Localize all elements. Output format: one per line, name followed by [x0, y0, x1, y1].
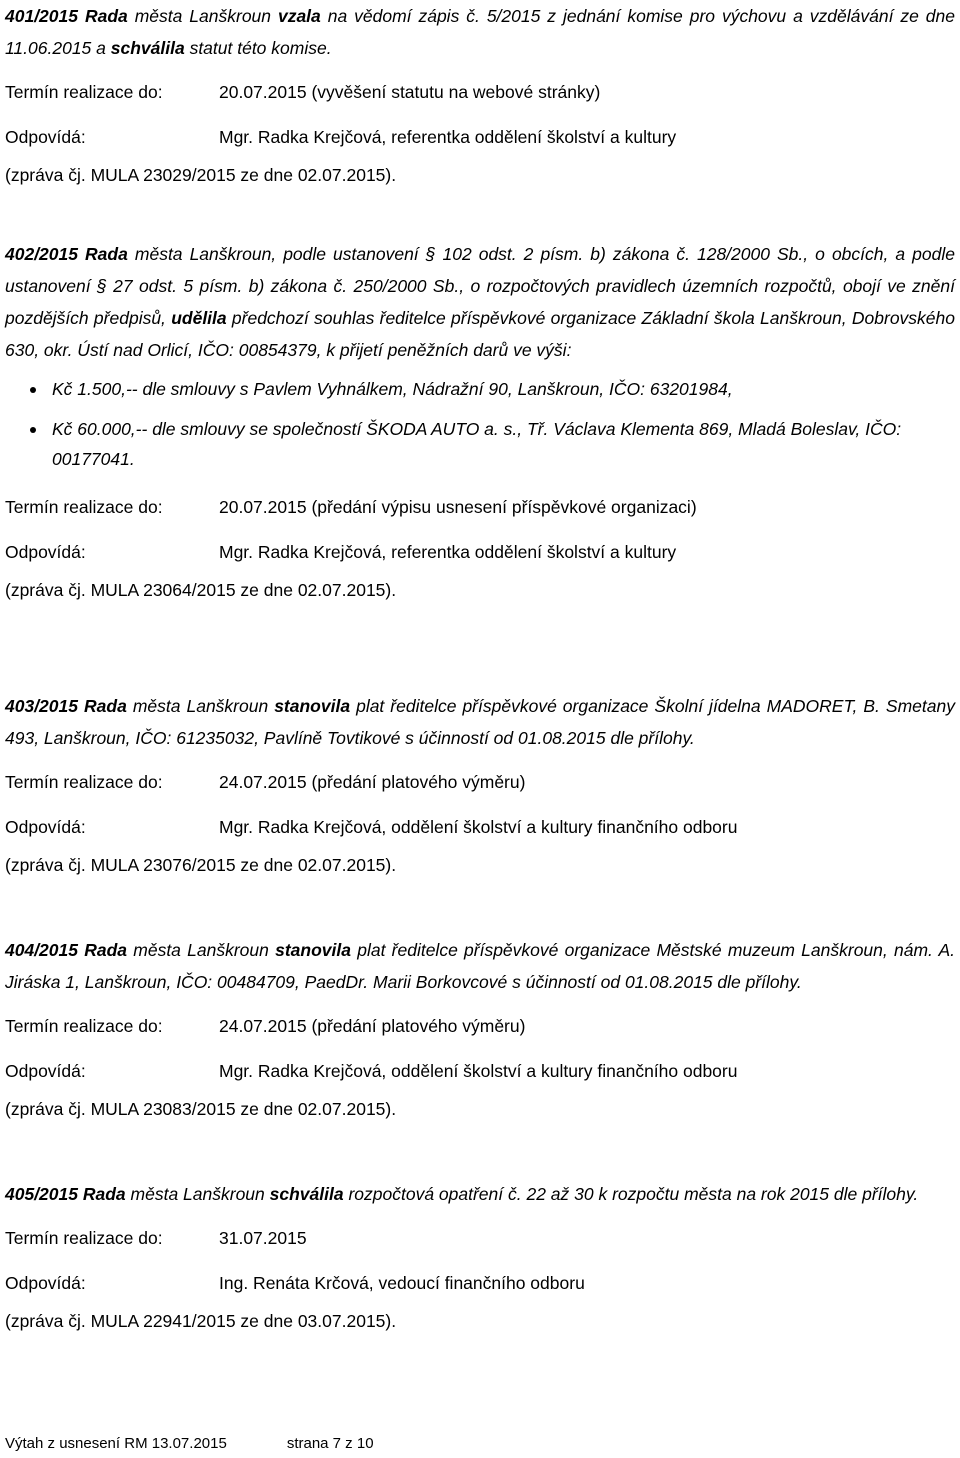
resolution-verb: stanovila [275, 940, 351, 960]
resolution-number: 401/2015 [5, 6, 78, 26]
odpovida-row [5, 1048, 955, 1093]
odpovida-label: Odpovídá: [5, 816, 86, 837]
odpovida-row [5, 1260, 955, 1305]
odpovida-value: Ing. Renáta Krčová, vedoucí finančního odboru [219, 1272, 585, 1293]
report-reference: (zpráva čj. MULA 23064/2015 ze dne 02.07.2015). [5, 580, 397, 600]
odpovida-row [5, 529, 955, 574]
odpovida-row [5, 114, 955, 159]
odpovida-row [5, 804, 955, 849]
odpovida-value: Mgr. Radka Krejčová, referentka oddělení školství a kultury [219, 126, 677, 147]
rada-label: Rada [84, 696, 127, 716]
resolution-verb: schválila [269, 1184, 344, 1204]
termin-value: 20.07.2015 (vyvěšení statutu na webové stránky) [219, 81, 601, 102]
odpovida-label: Odpovídá: [5, 541, 86, 562]
termin-row [5, 484, 955, 529]
odpovida-label: Odpovídá: [5, 126, 86, 147]
termin-row [5, 1215, 955, 1260]
resolution-number: 403/2015 [5, 696, 78, 716]
list-item: Kč 1.500,-- dle smlouvy s Pavlem Vyhnálkem, Nádražní 90, Lanškroun, IČO: 63201984, [5, 374, 955, 404]
termin-row [5, 69, 955, 114]
termin-label: Termín realizace do: [5, 81, 163, 102]
termin-label: Termín realizace do: [5, 1227, 163, 1248]
resolution-verb: schválila [110, 38, 185, 58]
page-number: strana 7 z 10 [286, 1435, 374, 1452]
termin-label: Termín realizace do: [5, 1015, 163, 1036]
resolution-405-text: 405/2015 Rada města Lanškroun schválila rozpočtová opatření č. 22 až 30 k rozpočtu města na rok 2015 dle přílohy. [5, 1184, 919, 1204]
report-reference: (zpráva čj. MULA 23083/2015 ze dne 02.07.2015). [5, 1099, 397, 1119]
termin-value: 24.07.2015 (předání platového výměru) [219, 771, 526, 792]
rada-label: Rada [84, 6, 128, 26]
termin-value: 24.07.2015 (předání platového výměru) [219, 1015, 526, 1036]
rada-label: Rada [85, 244, 128, 264]
termin-label: Termín realizace do: [5, 771, 163, 792]
resolution-402 [5, 238, 955, 606]
report-reference: (zpráva čj. MULA 22941/2015 ze dne 03.07.2015). [5, 1311, 397, 1331]
list-item: Kč 60.000,-- dle smlouvy se společností ŠKODA AUTO a. s., Tř. Václava Klementa 869, Mladá Boleslav, IČO: 00177041. [5, 414, 955, 474]
report-reference: (zpráva čj. MULA 23076/2015 ze dne 02.07.2015). [5, 855, 397, 875]
resolution-405 [5, 1178, 955, 1337]
resolution-number: 405/2015 [5, 1184, 78, 1204]
rada-label: Rada [84, 940, 128, 960]
resolution-verb: udělila [171, 308, 227, 328]
resolution-number: 404/2015 [5, 940, 78, 960]
resolution-verb: stanovila [274, 696, 351, 716]
termin-value: 31.07.2015 [219, 1227, 307, 1248]
termin-value: 20.07.2015 (předání výpisu usnesení příspěvkové organizaci) [219, 496, 697, 517]
resolution-403 [5, 690, 955, 881]
resolution-404 [5, 934, 955, 1125]
resolution-404-text: 404/2015 Rada města Lanškroun stanovila plat ředitelce příspěvkové organizace Městské muzeum Lanškroun, nám. A. Jiráska 1, Lanškroun, IČO: 00484709, PaedDr. Marii Borkovcové s účinností od 01.08.2015 dle přílohy. [5, 940, 956, 992]
odpovida-value: Mgr. Radka Krejčová, oddělení školství a kultury finančního odboru [219, 1060, 738, 1081]
page-footer [5, 1434, 374, 1454]
resolution-verb: vzala [277, 6, 321, 26]
gift-list [5, 374, 955, 474]
resolution-402-text: 402/2015 Rada města Lanškroun, podle ustanovení § 102 odst. 2 písm. b) zákona č. 128/2000 Sb., o obcích, a podle ustanovení § 27 odst. 5 písm. b) zákona č. 250/2000 Sb., o rozpočtových pravidlech územních rozpočtů, obojí ve znění pozdějších předpisů, udělila předchozí souhlas ředitelce příspěvkové organizace Základní škola Lanškroun, Dobrovského 630, okr. Ústí nad Orlicí, IČO: 00854379, k přijetí peněžních darů ve výši: [5, 244, 955, 360]
resolution-403-text: 403/2015 Rada města Lanškroun stanovila plat ředitelce příspěvkové organizace Školní jídelna MADORET, B. Smetany 493, Lanškroun, IČO: 61235032, Pavlíně Tovtikové s účinností od 01.08.2015 dle přílohy. [5, 696, 955, 748]
odpovida-label: Odpovídá: [5, 1272, 86, 1293]
resolution-number: 402/2015 [5, 244, 78, 264]
rada-label: Rada [82, 1184, 126, 1204]
footer-title: Výtah z usnesení RM 13.07.2015 [5, 1435, 227, 1452]
termin-label: Termín realizace do: [5, 496, 163, 517]
odpovida-value: Mgr. Radka Krejčová, referentka oddělení školství a kultury [219, 541, 677, 562]
termin-row [5, 1003, 955, 1048]
termin-row [5, 759, 955, 804]
report-reference: (zpráva čj. MULA 23029/2015 ze dne 02.07.2015). [5, 165, 397, 185]
odpovida-value: Mgr. Radka Krejčová, oddělení školství a kultury finančního odboru [219, 816, 738, 837]
resolution-401-text: 401/2015 Rada města Lanškroun vzala na vědomí zápis č. 5/2015 z jednání komise pro výchovu a vzdělávání ze dne 11.06.2015 a schválila statut této komise. [5, 6, 955, 58]
resolution-401 [5, 0, 955, 191]
odpovida-label: Odpovídá: [5, 1060, 86, 1081]
